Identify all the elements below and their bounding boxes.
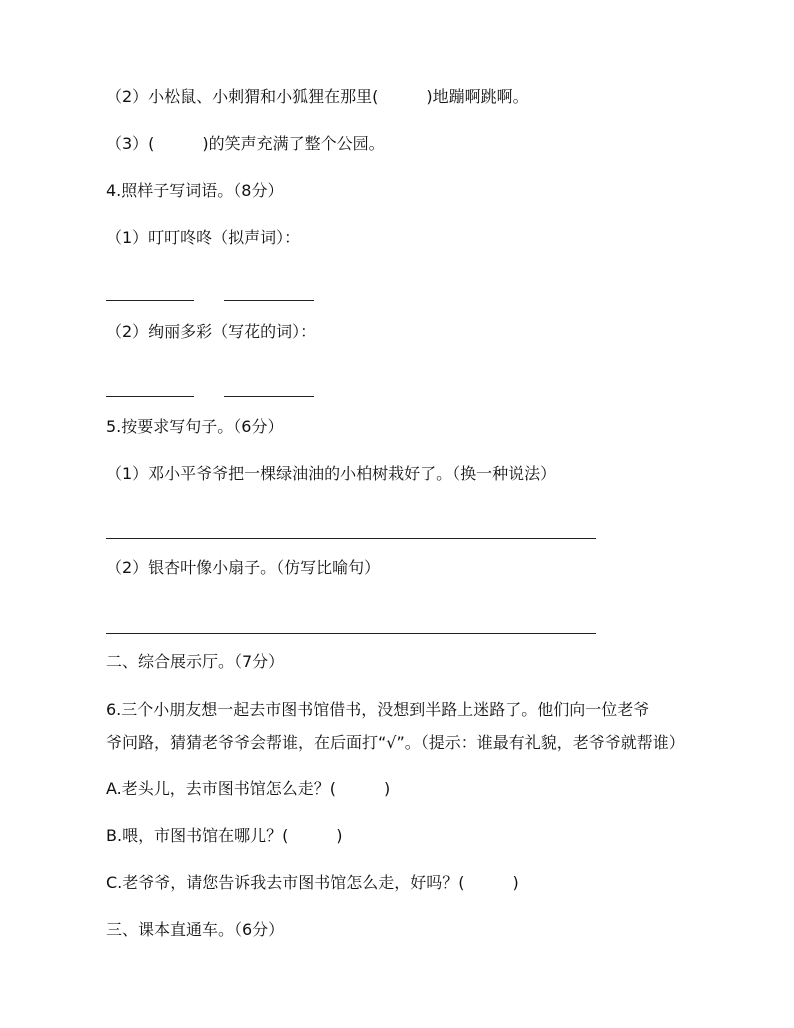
section-3-heading: 三、课本直通车。（6分） xyxy=(106,920,285,939)
section-2-heading: 二、综合展示厅。（7分） xyxy=(106,652,285,671)
q4-title: 4.照样子写词语。（8分） xyxy=(106,181,284,200)
answer-blank[interactable] xyxy=(224,396,314,397)
q5-item-1: （1）邓小平爷爷把一棵绿油油的小柏树栽好了。（换一种说法） xyxy=(106,464,557,483)
q3-item-3: （3）( )的笑声充满了整个公园。 xyxy=(106,134,385,153)
q5-title: 5.按要求写句子。（6分） xyxy=(106,417,284,436)
answer-blank[interactable] xyxy=(106,300,194,301)
answer-blank[interactable] xyxy=(224,300,314,301)
q3-item-2: （2）小松鼠、小刺猬和小狐狸在那里( )地蹦啊跳啊。 xyxy=(106,87,529,106)
q4-item-2: （2）绚丽多彩（写花的词）： xyxy=(106,322,317,341)
option-a: A.老头儿，去市图书馆怎么走？( ) xyxy=(106,779,391,798)
q4-item-1: （1）叮叮咚咚（拟声词）： xyxy=(106,228,301,247)
option-c: C.老爷爷，请您告诉我去市图书馆怎么走，好吗？( ) xyxy=(106,873,519,892)
q6-text-line-2: 爷问路，猜猜老爷爷会帮谁，在后面打“√”。（提示：谁最有礼貌，老爷爷就帮谁） xyxy=(106,733,685,752)
answer-line[interactable] xyxy=(106,538,596,539)
q5-item-2: （2）银杏叶像小扇子。（仿写比喻句） xyxy=(106,558,381,577)
answer-line[interactable] xyxy=(106,633,596,634)
option-b: B.喂，市图书馆在哪儿？( ) xyxy=(106,826,343,845)
answer-blank[interactable] xyxy=(106,396,194,397)
q6-text-line-1: 6.三个小朋友想一起去市图书馆借书，没想到半路上迷路了。他们向一位老爷 xyxy=(106,700,650,719)
